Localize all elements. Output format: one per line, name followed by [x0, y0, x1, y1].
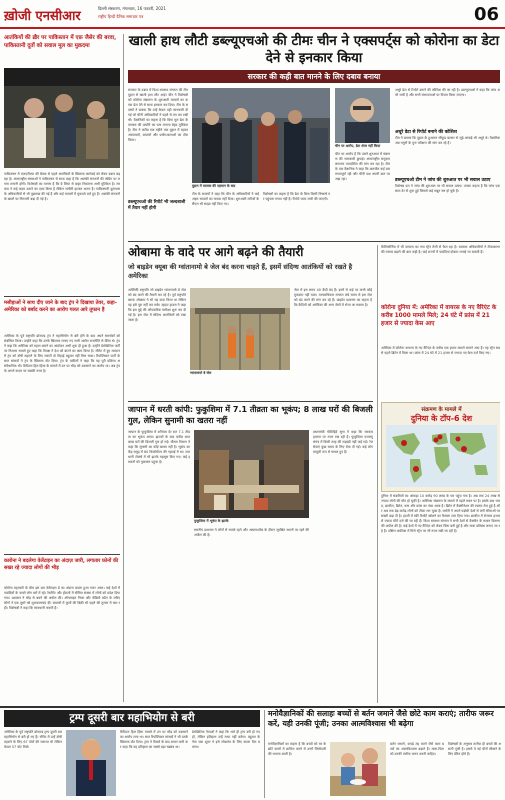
main-story-divider — [128, 241, 500, 242]
psych-body-2: बर्तन जमाने, कपड़े तह करने जैसे काम बच्चों का आत्मविश्वास बढ़ाते हैं। माता-पिता को उनकी तारीफ जरूर करनी चाहिए। — [390, 742, 444, 756]
biden-body-1: अमेरिकी राष्ट्रपति जो बाइडेन ग्वांतानामो बे जेल को बंद करने की तैयारी कर रहे हैं। पूर्व राष्ट्रपति बराक ओबामा ने भी यह वादा किया था लेकिन वह इसे पूरा नहीं कर सके। व्हाइट हाउस ने कहा कि इस मुद्दे की औपचारिक समीक्षा शुरू कर दी गई है। इस जेल में संदिग्ध आतंकियों को रखा जाता है। — [128, 288, 186, 322]
left-divider-2 — [4, 554, 120, 555]
japan-body-1: जापान के फुकुशिमा में शनिवार देर रात 7.1 तीव्रता का भूकंप आया। झटकों के बाद करीब आठ लाख घरों की बिजली गुल हो गई। मौसम विभाग ने कहा कि सुनामी का कोई खतरा नहीं है। भूकंप का केंद्र समुद्र में 60 किलोमीटर की गहराई में था। राजधानी टोक्यो में भी झटके महसूस किए गए। कई इमारतों को नुकसान पहुंचा है। — [128, 430, 190, 464]
biden-headline: ओबामा के वादे पर आगे बढ़ने की तैयारी — [128, 245, 304, 259]
left-body-1: पाकिस्तान में एफएटीएफ की बैठक से पहले आतंकियों के खिलाफ कार्रवाई को लेकर दबाव बढ़ रहा है। अंतरराष्ट्रीय संस्थाओं ने पाकिस्तान से साफ कहा है कि आतंकी संगठनों की फंडिंग पर लगाम लगानी होगी। विशेषज्ञों का मानना है कि ग्रे लिस्ट से बाहर निकलना अभी मुश्किल है। सरकार ने कई कदम उठाने का दावा किया है लेकिन जमीनी हालात अलग हैं। पाकिस्तानी दूतावास के अधिकारियों से भी पूछताछ की गई है और कई मामलों में मुकदमे दर्ज हुए हैं। आतंकी संगठनों के खातों पर निगरानी बढ़ा दी गई है। — [4, 172, 120, 201]
main-headline: खाली हाथ लौटी डब्ल्यूएचओ की टीमः चीन ने एक्सपर्ट्स को कोरोना का डेटा देने से इनकार किया — [128, 33, 500, 66]
left-headline: आतंकियों की ख़ैर पर पाकिस्तान में एफ़ जैसेर की बरवा, पाकिस्तानी दूतों को सवाल मूल का मुक़दमा — [4, 35, 117, 49]
left-body-3: कोरोना महामारी के बीच इस बार वेलेंटाइन डे का अंदाज बदला हुआ नजर आया। कई देशों में पाबंदियों के चलते लोग घरों में रहे। रेस्टोरेंट और होटलों में सीमित संख्या में लोगों को प्रवेश दिया गया। प्रशासन ने भीड़ से बचने की अपील की। ऑनलाइन गिफ्ट और वीडियो कॉल के जरिए लोगों ने एक दूसरे को शुभकामनाएं दीं। बाजारों में फूलों की बिक्री भी पहले की तुलना में कम रही। विशेषज्ञों ने कहा कि सावधानी जरूरी है। — [4, 586, 120, 610]
japan-body-3: स्थानीय प्रशासन ने लोगों से सतर्क रहने और आफ्टरशॉक के दौरान सुरक्षित स्थानों पर रहने की अपील की है। — [194, 528, 309, 537]
map-subtitle: दुनिया के टॉप-6 देश — [410, 414, 473, 423]
japan-photo — [194, 430, 309, 518]
column-rule-left — [123, 34, 124, 702]
masthead — [0, 0, 505, 30]
psych-body-3: विशेषज्ञों के अनुसार तारीफ ही बच्चों की असली पूंजी है। इससे वे नई चीजें सीखने के लिए प्रेरित होते हैं। — [448, 742, 501, 756]
bottom-divider — [0, 706, 505, 708]
left-subhead-1: मसीहाओं ने साथ दीए जाने के बाद ट्रंप ने दिखाया तेवर, कहा- अमेरिका को बर्बाद करने का आरोप गलत आरे तूफान है — [4, 300, 117, 313]
main-body-col-2: टीम के सदस्यों ने कहा कि चीन के अधिकारियों ने कई अहम सवालों का जवाब नहीं दिया। शुरुआती मरीजों के सैंपल भी साझा नहीं किए गए। — [192, 192, 259, 206]
trump-body-2: कैपिटल हिल हिंसा मामले में उन पर भीड़ को उकसाने का आरोप लगा था। सात रिपब्लिकन सांसदों ने भी उनके खिलाफ वोट दिया। ट्रम्प ने फैसले के बाद बयान जारी कर कहा कि यह इतिहास का सबसे बड़ा षड्यंत्र था। — [120, 730, 188, 749]
biden-body-2: जेल में इस समय 40 कैदी बंद हैं। इनमें से कई पर कभी कोई मुकदमा नहीं चला। मानवाधिकार संगठन लंबे समय से इस जेल को बंद करने की मांग कर रहे हैं। बाइडेन प्रशासन का कहना है कि कैदियों को अमेरिका की अन्य जेलों में भेजा जा सकता है। — [294, 288, 372, 307]
guantanamo-caption: ग्वांतानामो बे जेल — [190, 371, 212, 375]
japan-headline: जापान में धरती कांपी: फुकुशिमा में 7.1 तीव्रता का भूकंप; 8 लाख घरों की बिजली गुल, लेकिन सुनामी का खतरा नहीं — [128, 405, 373, 425]
bottom-column-rule — [264, 710, 265, 798]
trump-photo — [66, 730, 116, 796]
covid-box — [381, 304, 500, 704]
main-deck-text: सरकार की कही बात मानने के लिए दबाव बनाया — [247, 72, 381, 81]
covid-body-1: अमेरिका में कोरोना वायरस के नए वैरिएंट के करीब एक हजार मामले सामने आए हैं। यह स्ट्रेन सबसे पहले ब्रिटेन में मिला था। फ्रांस में 24 घंटे में 21 हजार से ज्यादा नए केस दर्ज किए गए। — [381, 346, 500, 355]
column-rule-right — [377, 245, 378, 703]
psych-body-1: मनोवैज्ञानिकों का कहना है कि बच्चों को घर के छोटे कामों में शामिल करने से उनमें जिम्मेदारी की भावना आती है। — [268, 742, 326, 756]
left-body-2: अमेरिका के पूर्व राष्ट्रपति डोनाल्ड ट्रंप ने महाभियोग से बरी होने के बाद अपने समर्थकों को संबोधित किया। उन्होंने कहा कि उनके खिलाफ लगाए गए सभी आरोप राजनीति से प्रेरित थे। ट्रंप ने कहा कि अमेरिका को महान बनाने का आंदोलन अभी शुरू ही हुआ है। उन्होंने डेमोक्रेटिक पार्टी पर निशाना साधते हुए कहा कि विपक्ष ने देश को बांटने का काम किया है। सीनेट में हुए मतदान में ट्रंप को दोषी ठहराने के लिए जरूरी दो तिहाई बहुमत नहीं मिल सका। रिपब्लिकन पार्टी के सात सांसदों ने ट्रंप के खिलाफ वोट दिया। ट्रंप के वकीलों ने कहा कि यह पूरी प्रक्रिया असंवैधानिक थी। कैपिटल हिल हिंसा के मामले में उन पर भीड़ को उकसाने का आरोप था। अब ट्रंप के अगले कदम पर सबकी नजर है। — [4, 334, 120, 373]
expert-photo — [335, 88, 390, 143]
biden-deck: जो बाइडेन क्यूबा की ग्वांतानामो बे जेल बंद करना चाहते हैं, इसमें संदिग्ध आतंकियों को रखते है अमेरिका — [128, 263, 353, 280]
main-body-col-1: सरकार के दबाव में विश्व स्वास्थ्य संगठन की टीम वुहान से खाली हाथ लौट आई। चीन ने विशेषज्ञों को कोरोना संक्रमण के शुरुआती मामलों का कच्चा डेटा देने से साफ इनकार कर दिया। टीम के सदस्यों ने बताया कि उन्हें केवल वही जानकारी दी गई जो चीनी अधिकारियों ने पहले से तय कर रखी थी। वैज्ञानिकों का कहना है कि बिना मूल डेटा के वायरस की उत्पत्ति का पता लगाना बेहद मुश्किल है। टीम ने करीब एक महीने तक वुहान में रहकर अस्पतालों, बाजारों और प्रयोगशालाओं का दौरा किया। — [128, 88, 188, 142]
main-right-body-1: अधूरे डेटा से रिपोर्ट बनाने की कोशिश की जा रही है। डब्ल्यूएचओ ने कहा कि जांच अभी जारी है और सभी संभावनाओं पर विचार किया जाएगा। — [395, 88, 500, 97]
left-story — [4, 34, 120, 704]
main-deck — [128, 70, 500, 83]
expert-caption: चीन पर आरोप, डेटा शेयर नहीं किया — [335, 144, 381, 148]
left-divider-1 — [4, 296, 120, 297]
main-right-col — [395, 88, 500, 238]
masthead-rule — [0, 27, 505, 29]
world-map-graphic — [386, 425, 497, 487]
trump-body-1: अमेरिका के पूर्व राष्ट्रपति डोनाल्ड ट्रम्प दूसरी बार महाभियोग से बरी हो गए हैं। सीनेट में उन्हें दोषी ठहराने के लिए 67 वोटों की जरूरत थी लेकिन केवल 57 वोट मिले। — [4, 730, 62, 749]
map-title: संक्रमण के मामले में — [421, 407, 462, 413]
world-map-panel — [381, 402, 500, 492]
japan-body-2: प्रधानमंत्री योशिहिदे सुगा ने कहा कि सरकार हालात पर नजर रख रही है। फुकुशिमा परमाणु संयंत्र में किसी तरह की गड़बड़ी नहीं पाई गई। रेल सेवाएं कुछ समय के लिए रोक दी गईं। कई लोग मामूली रूप से घायल हुए हैं। — [313, 430, 373, 454]
main-body-col-3: विशेषज्ञों का कहना है कि डेटा के बिना किसी निष्कर्ष पर पहुंचना संभव नहीं है। रिपोर्ट जल्द जारी की जाएगी। — [263, 192, 330, 201]
japan-divider — [128, 401, 373, 402]
right-top-body: कैलिफोर्निया में भी वायरस का नया स्ट्रेन तेजी से फैल रहा है। स्वास्थ्य अधिकारियों ने टीकाकरण की रफ्तार बढ़ाने की बात कही है। कई राज्यों में पाबंदियां दोबारा लगाई जा सकती हैं। — [381, 245, 500, 254]
japan-caption: फुकुशिमा में भूकंप के झटके — [194, 519, 229, 523]
covid-headline: कोरोना दुनिया में: अमेरिका में वायरस के नए वैरिएंट के करीब 1000 मामले मिले; 24 घंटे में फ्रांस में 21 हजार से ज्यादा केस आए — [381, 305, 497, 327]
who-photo-caption: वुहान में वायरस की पहचान के बाद — [192, 184, 236, 188]
page-number: 06 — [473, 4, 499, 25]
trump-headline-bar — [4, 710, 260, 727]
main-subhead-2: अधूरे डेटा से रिपोर्ट बनाने की कोशिश — [395, 130, 457, 135]
main-right-body-2: टीम ने बताया कि वुहान के हुआनन सीफूड बाजार से जुड़े आंकड़े भी अधूरे थे। वैज्ञानिक अब नमूनों के पुनः परीक्षण की मांग कर रहे हैं। — [395, 136, 500, 145]
main-body-col-4: चीन पर आरोप है कि उसने शुरुआत में संक्रमण की जानकारी छुपाई। अंतरराष्ट्रीय समुदाय लगातार पारदर्शिता की मांग कर रहा है। टीम के एक वैज्ञानिक ने कहा कि बातचीत कई बार तनावपूर्ण रही और चीनी पक्ष अपनी बात पर अड़ा रहा। — [335, 152, 390, 181]
psych-photo — [330, 742, 386, 796]
trump-body-3: डेमोक्रेटिक नेताओं ने कहा कि भले ही ट्रम्प बरी हो गए हों, लेकिन इतिहास उन्हें माफ नहीं करेगा। बहुमत के नेता चक शूमर ने इसे लोकतंत्र के लिए काला दिन बताया। — [192, 730, 260, 749]
left-subhead-2: कारोना ने बदलेगा वेलेंटाइन का अंदाज़ जारी, लगातार फ़ोनों की सख्त रहे ज्यादा लोगों की भीड़ — [4, 558, 119, 571]
masthead-tagline: राष्ट्रीय हिन्दी दैनिक समाचार पत्र — [98, 14, 144, 19]
main-subhead-3: डब्ल्यूएचओ टीम ने जांच की शुरुआत पर भी सवाल उठाए — [395, 178, 491, 183]
masthead-logo: ख़ोजी एनसीआर — [4, 9, 81, 24]
guantanamo-photo — [190, 288, 290, 370]
left-photo — [4, 68, 120, 168]
masthead-dateline: दिल्ली संस्करण, मंगलवार, 16 फरवरी, 2021 — [98, 6, 166, 11]
who-team-photo — [192, 88, 330, 183]
trump-headline: ट्रम्प दूसरी बार महाभियोग से बरी — [69, 712, 195, 724]
psych-headline: मनोवैज्ञानिकों की सलाहः बच्चों से बर्तन जमाने जैसे छोटे काम कराएं; तारीफ जरूर करें, यही उनकी पूंजी; उनका आत्मविश्वास भी बढ़ेगा — [268, 709, 494, 728]
covid-body-2: दुनिया में संक्रमितों का आंकड़ा 10 करोड़ 90 लाख के पार पहुंच गया है। अब तक 24 लाख से ज्यादा लोगों की मौत हो चुकी है। अमेरिका संक्रमण के मामले में पहले स्थान पर है। इसके बाद भारत, ब्राजील, ब्रिटेन, रूस और फ्रांस का नंबर आता है। ब्रिटेन में वैक्सीनेशन की रफ्तार तेज हुई है और अब तक डेढ़ करोड़ लोगों को टीका लग चुका है। जर्मनी ने अपने पड़ोसी देशों से लगी सीमाओं पर सख्ती बढ़ा दी है। इटली में स्की रिसॉर्ट खोलने का फैसला टाल दिया गया। ब्राजील में रोजाना हजार से ज्यादा मौतें दर्ज की जा रही हैं। विश्व स्वास्थ्य संगठन ने सभी देशों से वैक्सीन के समान वितरण की अपील की है। कई देशों में नए वैरिएंट को लेकर चिंता बनी हुई है और यात्रा प्रतिबंध लगाए जा रहे हैं। दक्षिण अफ्रीका में मिले स्ट्रेन पर भी नजर रखी जा रही है। — [381, 494, 500, 533]
main-right-body-3: विशेषज्ञ दल ने जांच की शुरुआत पर भी सवाल उठाए। उनका कहना है कि जांच एक साल देर से शुरू हुई जिससे कई सबूत नष्ट हो चुके हैं। — [395, 184, 500, 193]
main-subhead-1: डब्ल्यूएचओ की रिपोर्ट भी जल्दबाजी में तैयार नहीं होगी — [128, 200, 186, 211]
